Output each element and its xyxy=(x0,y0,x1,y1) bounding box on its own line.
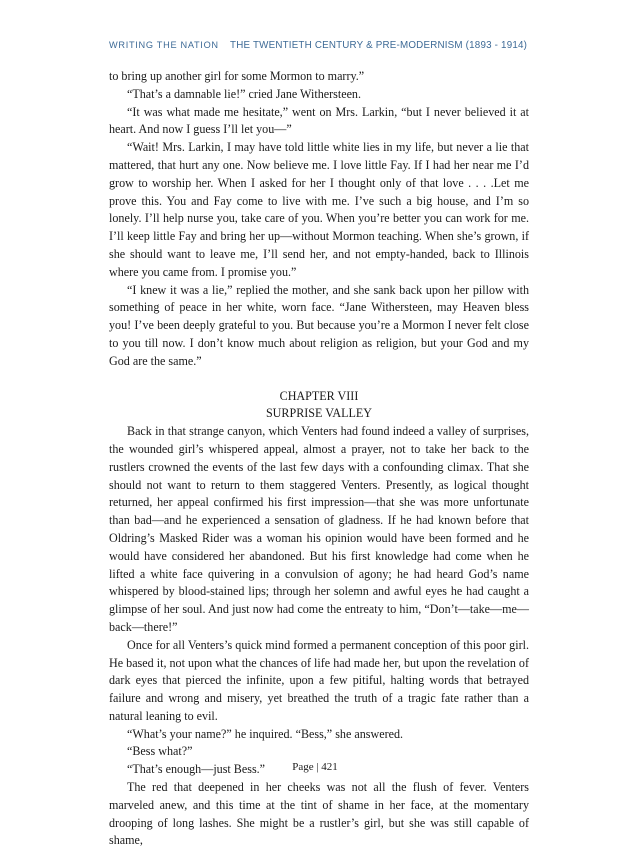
paragraph: “What’s your name?” he inquired. “Bess,” she answered. xyxy=(127,726,404,741)
paragraph: “That’s enough—just Bess.” xyxy=(127,762,266,777)
chapter-title: SURPRISE VALLEY xyxy=(265,406,373,421)
running-header xyxy=(109,40,529,51)
paragraph: “I knew it was a lie,” replied the mother, and she sank back upon her pillow with something of peace in her white, worn face. “Jane Withersteen, may Heaven bless you! I’ve been deeply grateful to you. But because you’re a Mormon I never felt close to you till now. I don’t know much about religion as religion, but your God and my God are the same.” xyxy=(109,282,529,368)
body-text xyxy=(109,68,529,850)
paragraph: Once for all Venters’s quick mind formed a permanent conception of this poor girl. He based it, not upon what the chances of life had made her, but upon the revelation of dark eyes that pierced the infinite, upon a few pitiful, halting words that betrayed failure and wrong and misery, yet breathed the truth of a tragic fate rather than a natural leaning to evil. xyxy=(109,637,529,723)
paragraph: “It was what made me hesitate,” went on Mrs. Larkin, “but I never believed it at heart. And now I guess I’ll let you—” xyxy=(109,104,529,137)
paragraph: “Bess what?” xyxy=(127,744,193,759)
paragraph: The red that deepened in her cheeks was not all the flush of fever. Venters marveled anew, and this time at the tint of shame in her face, at the momentary drooping of long lashes. She might be a rustler’s girl, but she was still capable of shame, xyxy=(109,780,529,848)
paragraph: “Wait! Mrs. Larkin, I may have told little white lies in my life, but never a lie that mattered, that hurt any one. Now believe me. I love little Fay. If I had her near me I’d grow to worship her. When I asked for her I thought only of that love . . . .Let me prove this. You and Fay come to live with me. I’ve such a big house, and I’m so lonely. I’ll help nurse you, take care of you. When you’re better you can work for me. I’ll keep little Fay and bring her up—without Mormon teaching. When she’s grown, if she should want to leave me, I’ll send her, and not empty-handed, back to Illinois where you came from. I promise you.” xyxy=(109,140,529,279)
chapter-number: CHAPTER VIII xyxy=(279,388,359,403)
series-title: WRITING THE NATION xyxy=(109,40,219,50)
paragraph: to bring up another girl for some Mormon to marry.” xyxy=(109,69,365,83)
section-title: THE TWENTIETH CENTURY & PRE-MODERNISM (1893 - 1914) xyxy=(230,40,528,51)
paragraph: Back in that strange canyon, which Venters had found indeed a valley of surprises, the wounded girl’s whispered appeal, almost a prayer, not to take her back to the rustlers crowned the events of the last few days with a confounding climax. That she should not want to return to them staggered Venters. Presently, as logical thought returned, her appeal confirmed his first impression—that she was more unfortunate than bad—and he experienced a sensation of gladness. If he had known before that Oldring’s Masked Rider was a woman his opinion would have been formed and he would have considered her abandoned. But his first knowledge had come when he lifted a white face quivering in a convulsion of agony; he had heard God’s name whispered by blood-stained lips; through her solemn and awful eyes he had caught a glimpse of her soul. And just now had come the entreaty to him, “Don’t—take—me—back—there!” xyxy=(109,424,529,634)
paragraph: “That’s a damnable lie!” cried Jane Withersteen. xyxy=(127,86,362,101)
page-number: Page | 421 xyxy=(292,761,338,773)
